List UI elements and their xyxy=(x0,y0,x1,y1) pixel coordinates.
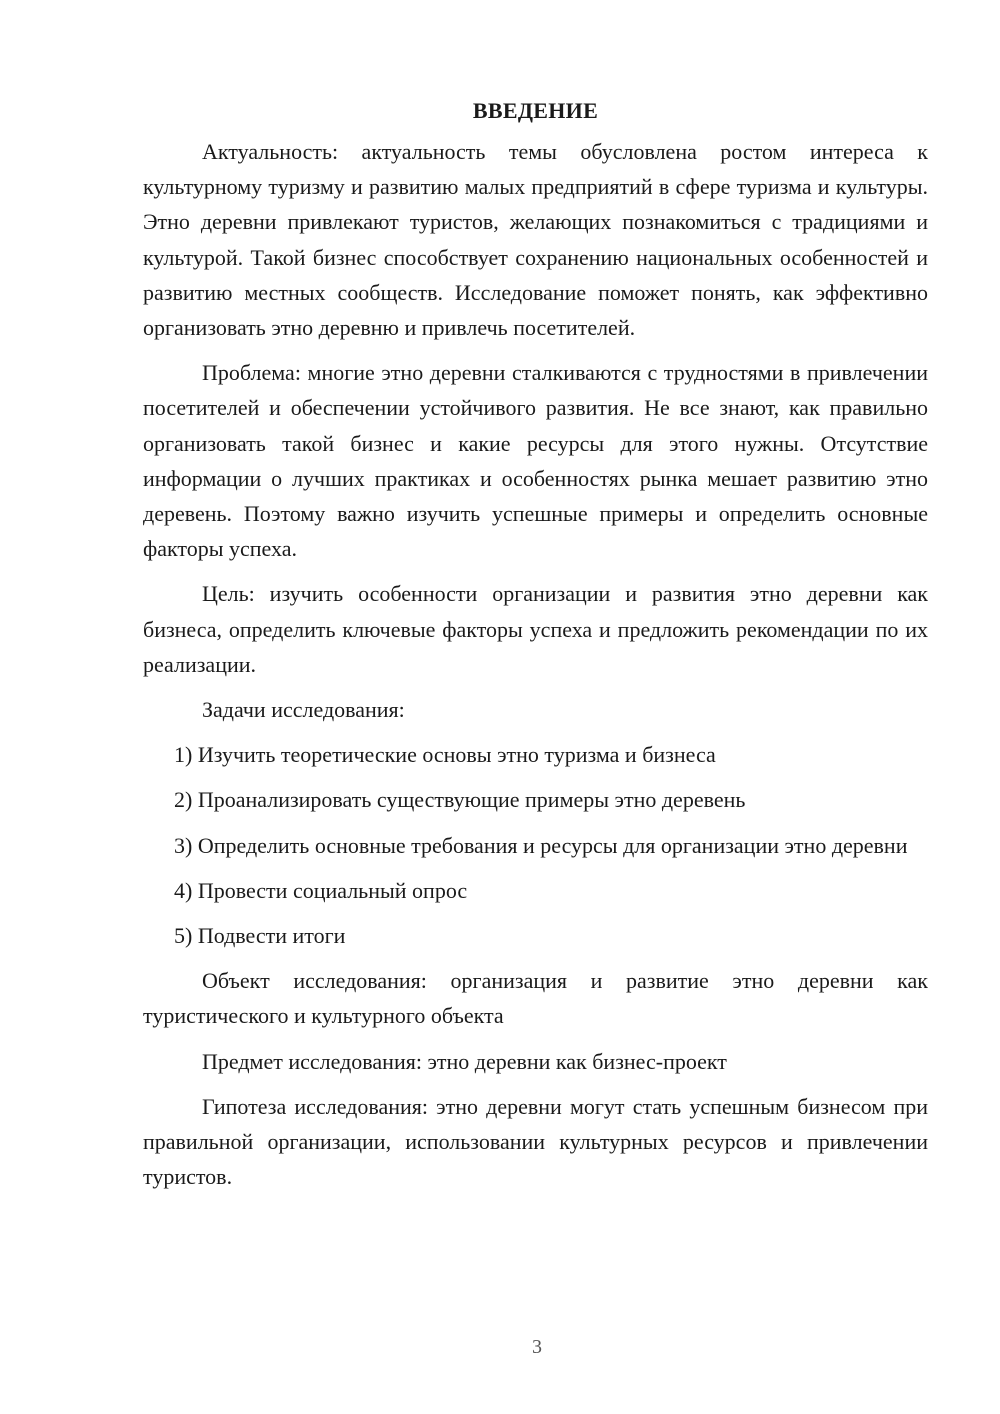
paragraph-goal: Цель: изучить особенности организации и развития этно деревни как бизнеса, определить ключевые факторы успеха и предложить рекомендации по их реализации. xyxy=(143,581,928,677)
paragraph-hypothesis: Гипотеза исследования: этно деревни могут стать успешным бизнесом при правильной организации, использовании культурных ресурсов и привлечении туристов. xyxy=(143,1093,928,1190)
task-item: 4) Провести социальный опрос xyxy=(174,877,468,903)
page-number: 3 xyxy=(532,1336,542,1358)
document-page xyxy=(143,96,928,1204)
paragraph-relevance: Актуальность: актуальность темы обусловлена ростом интереса к культурному туризму и развитию малых предприятий в сфере туризма и культуры. Этно деревни привлекают туристов, желающих познакомиться с традициями и культурой. Такой бизнес способствует сохранению национальных особенностей и развитию местных сообществ. Исследование поможет понять, как эффективно организовать этно деревню и привлечь посетителей. xyxy=(143,139,928,341)
task-item: 5) Подвести итоги xyxy=(174,923,346,949)
paragraph-problem: Проблема: многие этно деревни сталкиваются с трудностями в привлечении посетителей и обеспечении устойчивого развития. Не все знают, как правильно организовать такой бизнес и какие ресурсы для этого нужны. Отсутствие информации о лучших практиках и особенностях рынка мешает развитию этно деревень. Поэтому важно изучить успешные примеры и определить основные факторы успеха. xyxy=(143,360,928,562)
section-heading: ВВЕДЕНИЕ xyxy=(472,98,599,123)
paragraph-tasks-title: Задачи исследования: xyxy=(202,697,405,723)
task-item: 1) Изучить теоретические основы этно туризма и бизнеса xyxy=(174,742,716,768)
paragraph-object: Объект исследования: организация и развитие этно деревни как туристического и культурного объекта xyxy=(143,968,928,1029)
task-item: 3) Определить основные требования и ресурсы для организации этно деревни xyxy=(174,832,908,858)
task-item: 2) Проанализировать существующие примеры этно деревень xyxy=(174,787,746,813)
paragraph-subject: Предмет исследования: этно деревни как бизнес-проект xyxy=(202,1048,727,1074)
